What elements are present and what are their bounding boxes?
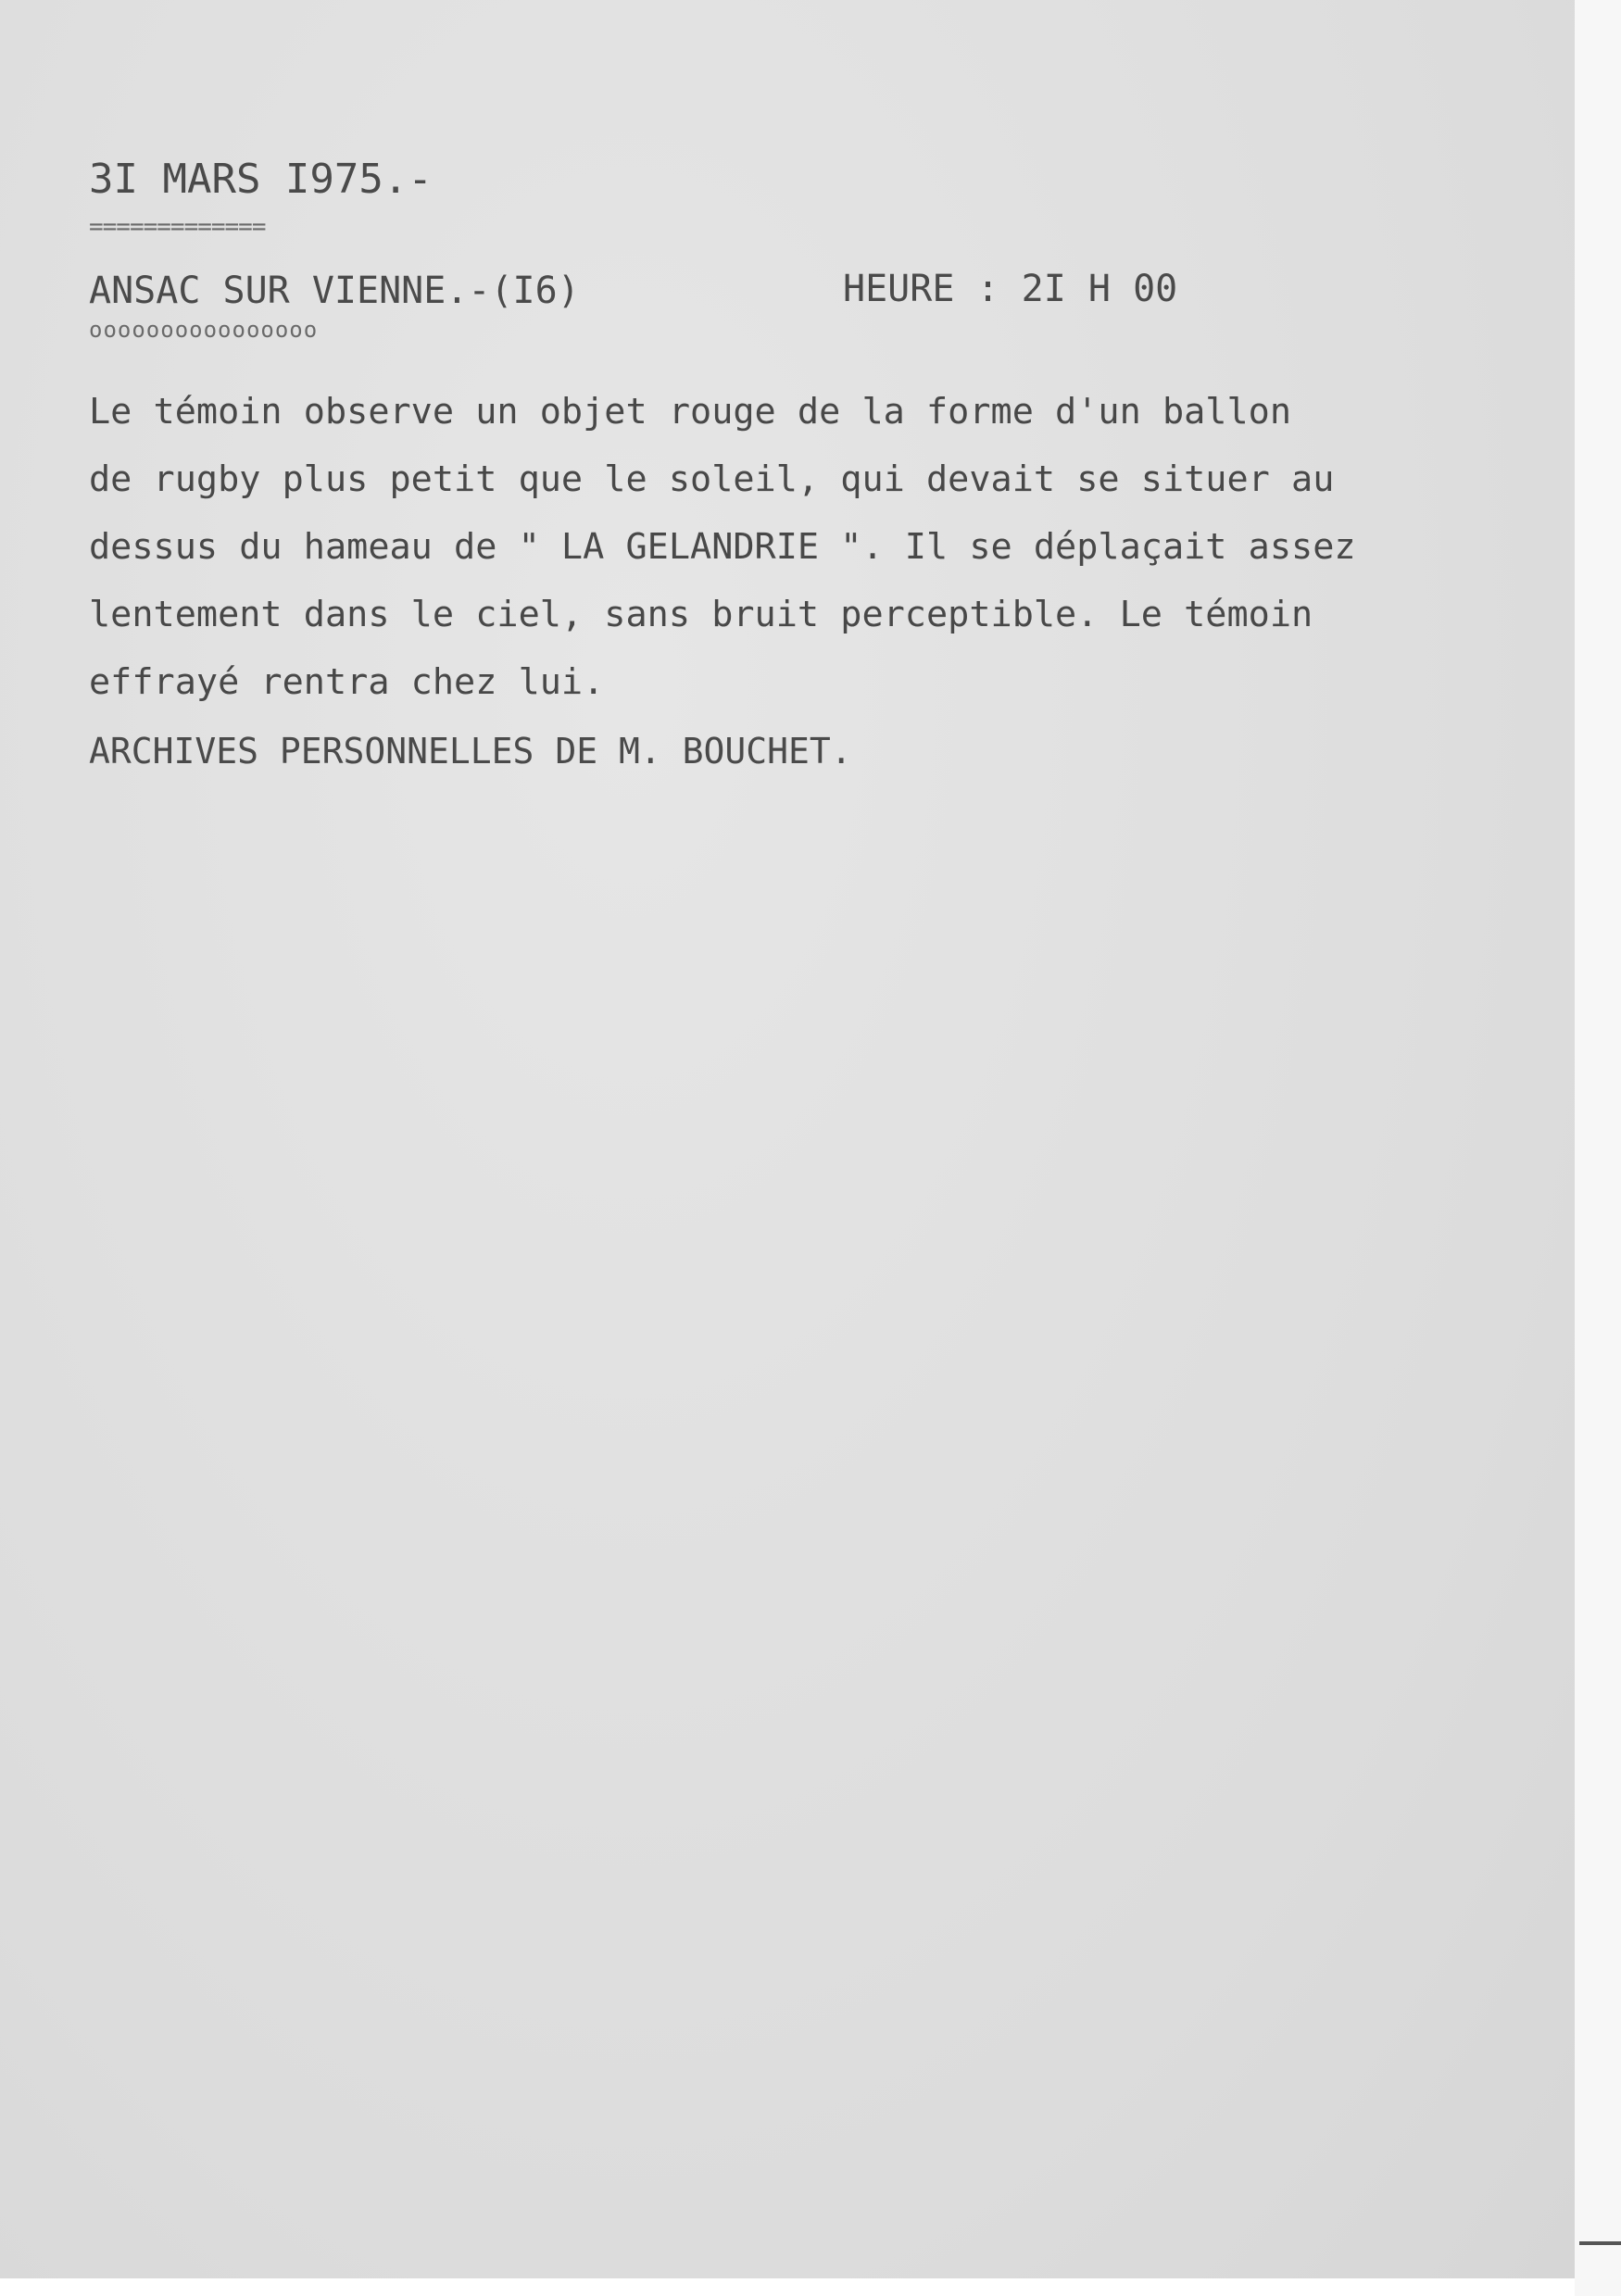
report-date: 3I MARS I975.-: [89, 156, 433, 203]
account-line: Le témoin observe un objet rouge de la forme d'un ballon: [89, 391, 1292, 433]
account-line: dessus du hameau de " LA GELANDRIE ". Il se déplaçait assez: [89, 526, 1356, 568]
account-line: de rugby plus petit que le soleil, qui devait se situer au: [89, 458, 1335, 500]
location-underline: oooooooooooooooo: [89, 317, 319, 343]
edge-mark: [1579, 2241, 1621, 2245]
witness-account: [89, 378, 1356, 716]
archive-source: ARCHIVES PERSONNELLES DE M. BOUCHET.: [89, 731, 852, 772]
date-underline: =============: [89, 213, 266, 241]
account-line: lentement dans le ciel, sans bruit perceptible. Le témoin: [89, 594, 1313, 635]
scanner-margin: [1575, 0, 1621, 2296]
account-line: effrayé rentra chez lui.: [89, 661, 605, 703]
location-heading: ANSAC SUR VIENNE.-(I6): [89, 270, 580, 312]
time-of-sighting: HEURE : 2I H 00: [843, 268, 1178, 310]
